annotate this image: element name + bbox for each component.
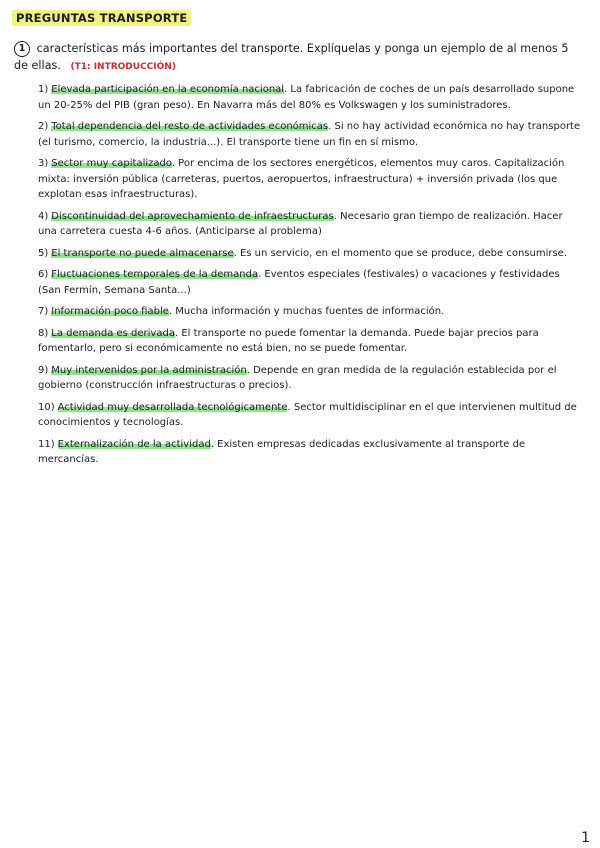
question-number: 1 <box>14 41 30 57</box>
item-number: 5) <box>38 247 49 259</box>
item-number: 6) <box>38 269 49 280</box>
list-item <box>38 209 583 240</box>
item-text: . Si no hay actividad económica no hay transporte (el turismo, comercio, la industria...). El transporte tiene un fin en sí mismo. <box>38 121 581 148</box>
answer-list <box>38 82 583 474</box>
topic-tag: (T1: INTRODUCCIÓN) <box>70 62 176 72</box>
list-item <box>38 246 583 262</box>
item-highlight: Muy intervenidos por la administración <box>51 364 247 376</box>
item-text: . El transporte no puede fomentar la demanda. Puede bajar precios para fomentarlo, pero si económicamente no está bien, no se puede fomentar. <box>38 327 539 354</box>
item-number: 2) <box>38 121 49 132</box>
item-number: 8) <box>38 327 49 339</box>
item-number: 9) <box>38 364 49 376</box>
item-highlight: Sector muy capitalizado <box>51 158 172 169</box>
list-item <box>38 82 583 113</box>
item-highlight: Discontinuidad del aprovechamiento de infraestructuras <box>51 210 334 222</box>
item-number: 3) <box>38 158 49 169</box>
item-highlight: Fluctuaciones temporales de la demanda <box>51 269 259 280</box>
item-highlight: El transporte no puede almacenarse <box>51 247 234 259</box>
item-highlight: Externalización de la actividad <box>57 438 211 450</box>
item-text: . Eventos especiales (festivales) o vacaciones y festividades (San Fermín, Semana Santa...) <box>38 269 560 296</box>
item-text: . Depende en gran medida de la regulación establecida por el gobierno (construcción infraestructuras o precios). <box>38 364 557 391</box>
question-heading <box>14 40 579 76</box>
list-item <box>38 156 583 203</box>
item-number: 7) <box>38 306 49 317</box>
item-text: . Por encima de los sectores energéticos, elementos muy caros. Capitalización mixta: inversión pública (carreteras, puertos, aeropuertos, infraestructura) + inversión privada (los que explotan esas infraestructuras). <box>38 158 565 200</box>
list-item <box>38 326 583 357</box>
list-item <box>38 119 583 150</box>
item-text: . La fabricación de coches de un país desarrollado supone un 20-25% del PIB (gran peso). En Navarra más del 80% es Volkswagen y los suministradores. <box>38 84 575 111</box>
list-item <box>38 400 583 431</box>
item-highlight: Información poco fiable <box>51 306 169 317</box>
item-text: . Es un servicio, en el momento que se produce, debe consumirse. <box>233 247 567 259</box>
page-number: 1 <box>581 830 590 846</box>
item-text: . Existen empresas dedicadas exclusivamente al transporte de mercancías. <box>38 438 526 465</box>
item-number: 4) <box>38 210 49 222</box>
list-item <box>38 437 583 468</box>
list-item <box>38 304 583 320</box>
item-number: 11) <box>38 438 55 450</box>
item-number: 1) <box>38 84 49 95</box>
question-text: características más importantes del transporte. Explíquelas y ponga un ejemplo de al menos 5 de ellas. <box>14 42 569 72</box>
item-highlight: Actividad muy desarrollada tecnológicamente <box>57 401 288 413</box>
list-item <box>38 267 583 298</box>
item-highlight: Elevada participación en la economía nacional <box>51 84 285 95</box>
item-number: 10) <box>38 401 55 413</box>
item-text: . Mucha información y muchas fuentes de información. <box>168 306 445 317</box>
item-highlight: La demanda es derivada <box>51 327 175 339</box>
item-highlight: Total dependencia del resto de actividades económicas <box>51 121 329 132</box>
item-text: . Sector multidisciplinar en el que intervienen multitud de conocimientos y tecnologías. <box>38 401 577 428</box>
page-title: PREGUNTAS TRANSPORTE <box>12 10 191 26</box>
list-item <box>38 363 583 394</box>
item-text: . Necesario gran tiempo de realización. Hacer una carretera cuesta 4-6 años. (Anticiparse al problema) <box>38 210 563 237</box>
